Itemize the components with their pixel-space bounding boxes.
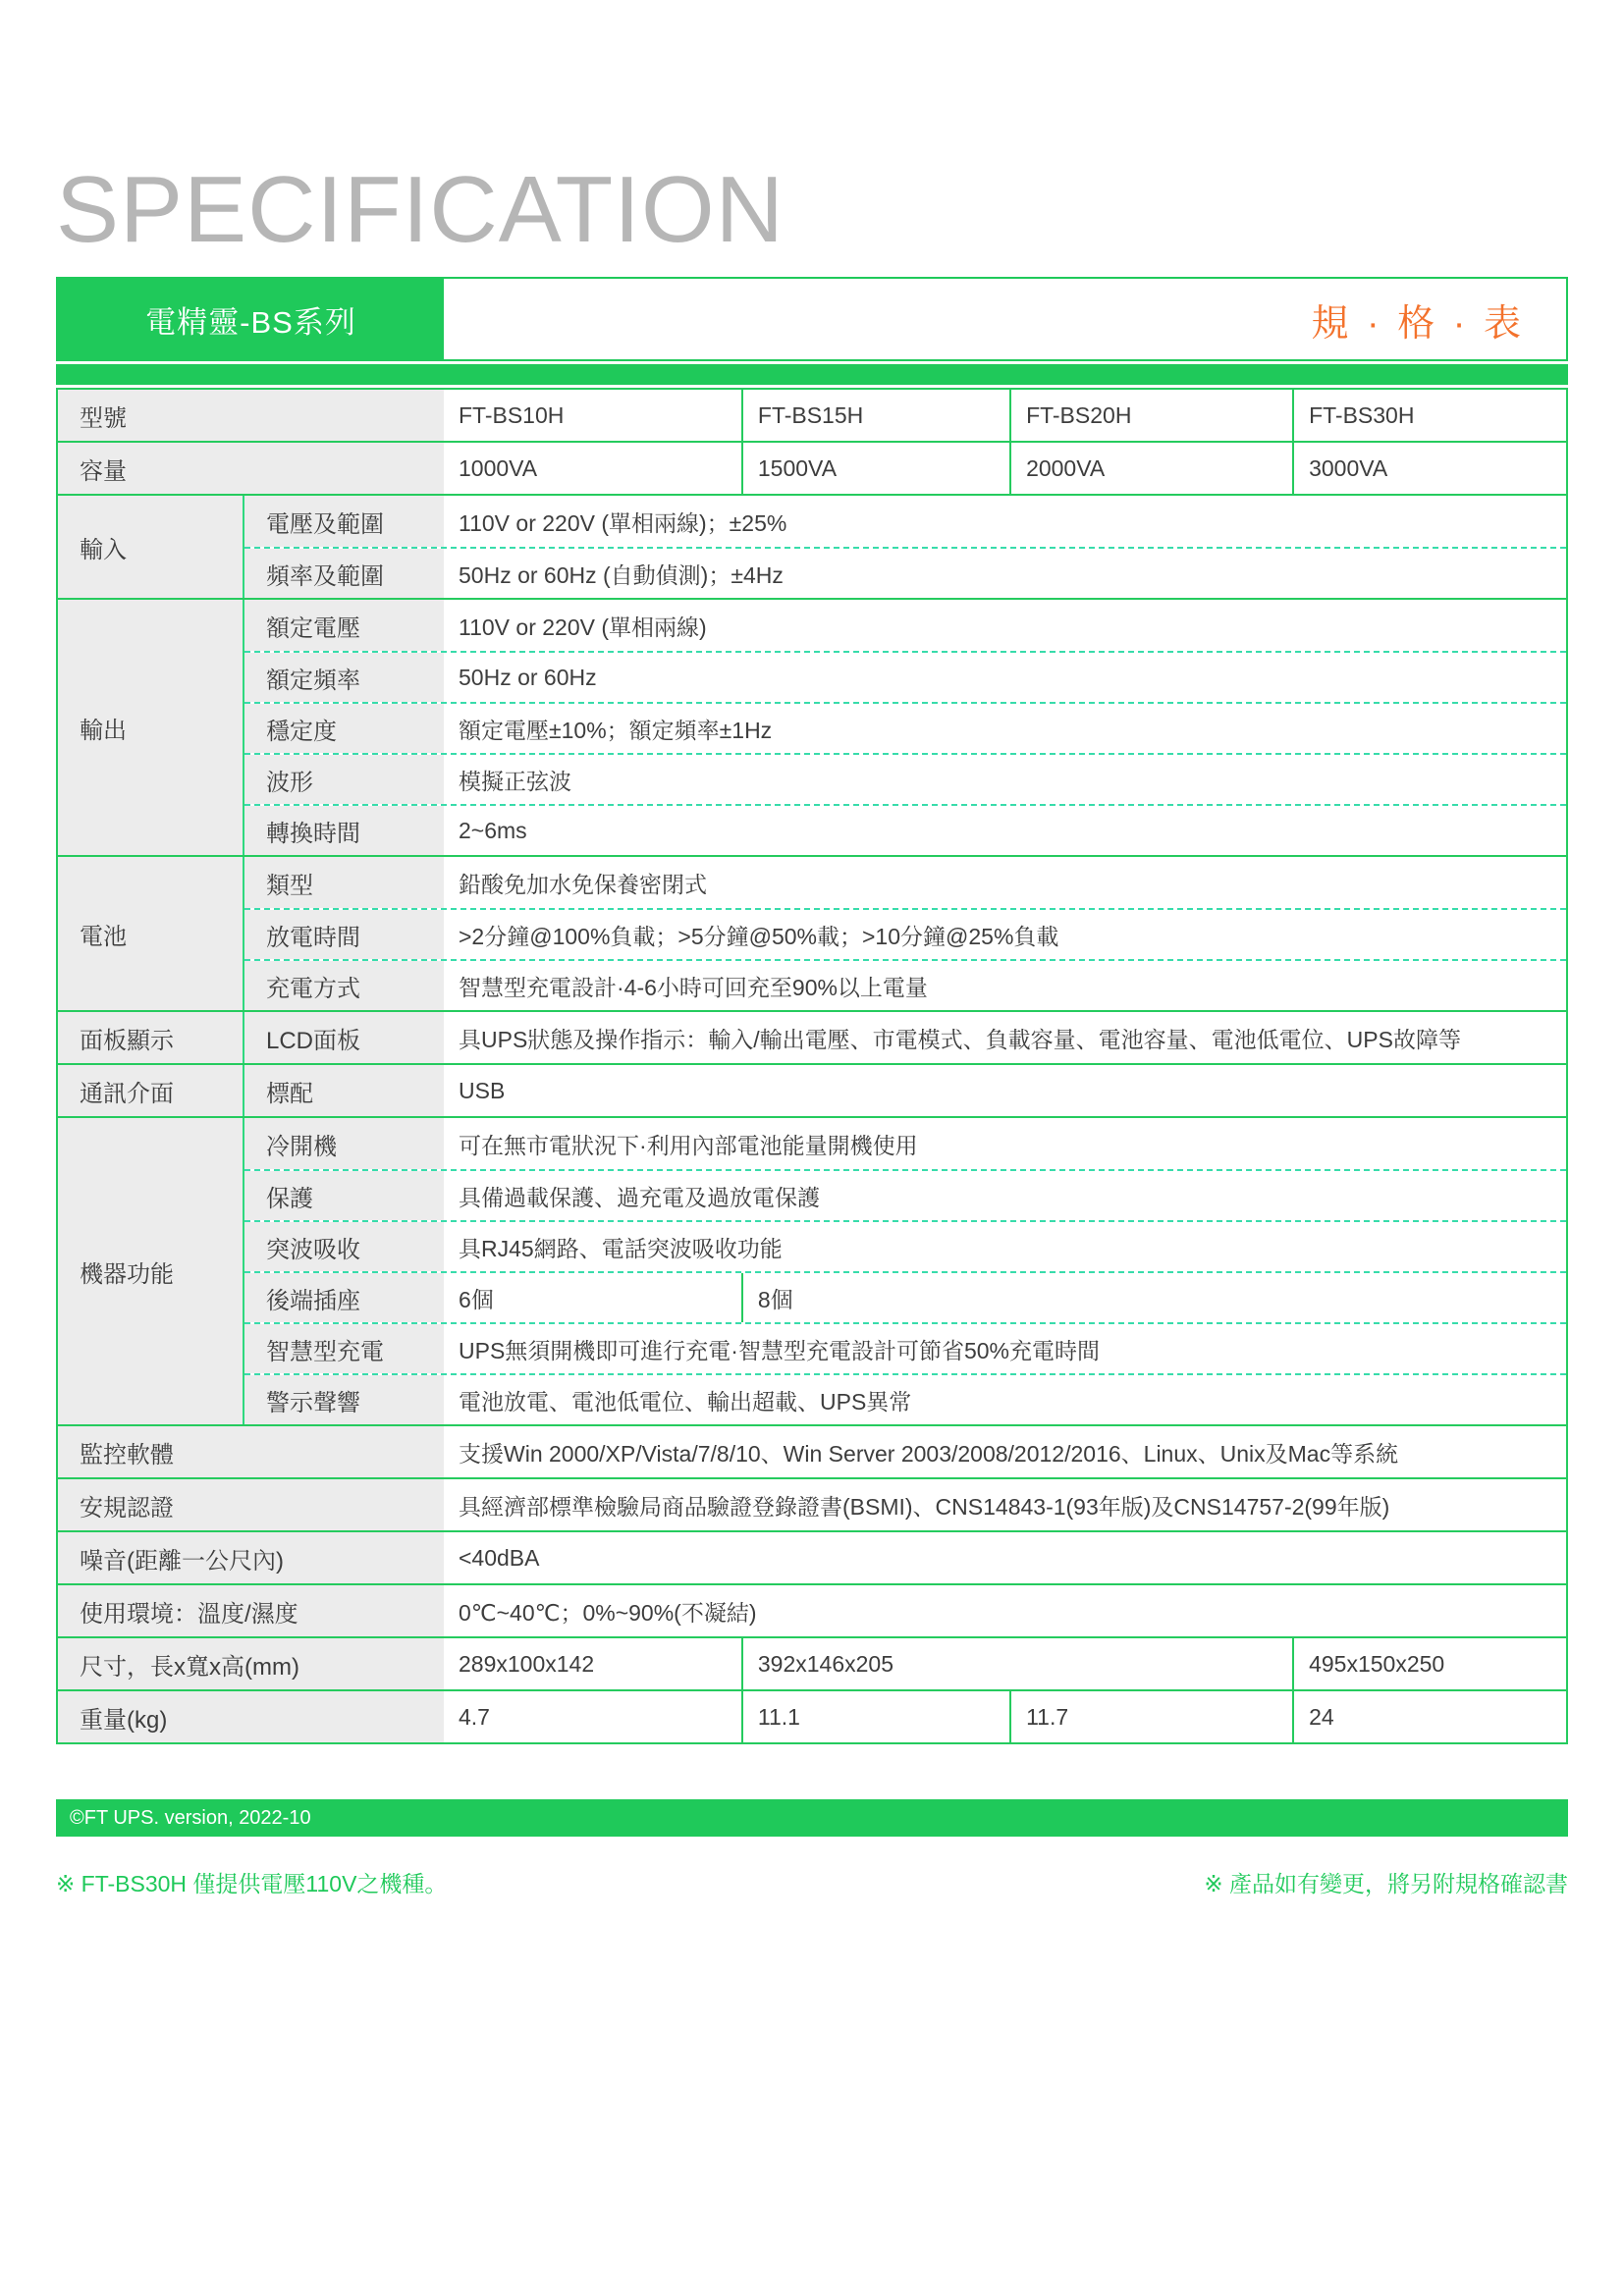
spec-value-cell: 具UPS狀態及操作指示：輸入/輸出電壓、市電模式、負載容量、電池容量、電池低電位、UPS故障等: [459, 1026, 1461, 1052]
spec-sub-row: [444, 1585, 1566, 1636]
spec-value-cell: 具RJ45網路、電話突波吸收功能: [459, 1235, 783, 1261]
value-cells: [444, 1324, 1566, 1373]
sub-row-label: LCD面板: [244, 1012, 444, 1063]
spec-section-row: [58, 1689, 1566, 1742]
spec-value-cell: FT-BS10H: [459, 401, 565, 428]
spec-section-row: [58, 1477, 1566, 1530]
spec-section-row: [58, 1010, 1566, 1063]
row-label: 型號: [58, 390, 444, 441]
sub-row-label: 轉換時間: [244, 806, 444, 855]
row-label: 監控軟體: [58, 1426, 444, 1477]
value-cells: [444, 653, 1566, 702]
spec-value-cell: 2~6ms: [459, 817, 527, 843]
spec-sub-row: [444, 1638, 1566, 1689]
value-cells: [444, 390, 1566, 441]
spec-section-row: [58, 1116, 1566, 1424]
sub-row-label: 冷開機: [244, 1118, 444, 1169]
spec-value-cell: 3000VA: [1292, 443, 1566, 494]
value-cells: [444, 1065, 1566, 1116]
spec-value-cell: 8個: [741, 1273, 1566, 1322]
spec-value-cell: 11.7: [1009, 1691, 1292, 1742]
sub-row-label: 保護: [244, 1171, 444, 1220]
spec-value-cell: 392x146x205: [741, 1638, 1292, 1689]
section-body: [244, 1012, 1566, 1063]
value-cells: [444, 1532, 1566, 1583]
spec-value-cell: 11.1: [741, 1691, 1009, 1742]
spec-value-cell: 50Hz or 60Hz (自動偵測)；±4Hz: [459, 561, 784, 588]
row-label: 使用環境：溫度/濕度: [58, 1585, 444, 1636]
row-label: 電池: [58, 857, 244, 1010]
header-divider-bar: [56, 364, 1568, 385]
spec-sub-row: [444, 443, 1566, 494]
value-cells: [444, 1118, 1566, 1169]
value-cells: [444, 755, 1566, 804]
spec-section-row: [58, 1583, 1566, 1636]
spec-value-cell: 1500VA: [741, 443, 1009, 494]
value-cells: [444, 704, 1566, 753]
section-body: [244, 1118, 1566, 1424]
value-cells: [444, 1426, 1566, 1477]
spec-sub-row: [244, 959, 1566, 1010]
spec-value-cell: 具經濟部標準檢驗局商品驗證登錄證書(BSMI)、CNS14843-1(93年版)及CNS14757-2(99年版): [459, 1493, 1390, 1520]
value-cells: [444, 549, 1566, 598]
sub-row-label: 標配: [244, 1065, 444, 1116]
row-label: 輸出: [58, 600, 244, 855]
spec-section-row: [58, 494, 1566, 598]
spec-value-cell: 6個: [459, 1286, 494, 1312]
spec-section-row: [58, 1636, 1566, 1689]
spec-sub-row: [444, 390, 1566, 441]
spec-value-cell: >2分鐘@100%負載；>5分鐘@50%載；>10分鐘@25%負載: [459, 923, 1059, 949]
row-label: 重量(kg): [58, 1691, 444, 1742]
spec-sub-row: [444, 1426, 1566, 1477]
section-body: [444, 1638, 1566, 1689]
sub-row-label: 電壓及範圍: [244, 496, 444, 547]
spec-section-row: [58, 1424, 1566, 1477]
version-text: ©FT UPS. version, 2022-10: [70, 1806, 311, 1829]
spec-value-cell: 24: [1292, 1691, 1566, 1742]
spec-value-cell: 1000VA: [459, 454, 538, 481]
section-body: [444, 390, 1566, 441]
spec-sub-row: [244, 547, 1566, 598]
section-body: [444, 443, 1566, 494]
spec-section-row: [58, 1063, 1566, 1116]
spec-value-cell: 0℃~40℃；0%~90%(不凝結): [459, 1599, 757, 1626]
page-title: SPECIFICATION: [56, 157, 785, 262]
row-label: 尺寸，長x寬x高(mm): [58, 1638, 444, 1689]
version-bar: [56, 1799, 1568, 1837]
value-cells: [444, 1171, 1566, 1220]
value-cells: [444, 443, 1566, 494]
spec-sub-row: [444, 1532, 1566, 1583]
value-cells: [444, 496, 1566, 547]
spec-value-cell: 495x150x250: [1292, 1638, 1566, 1689]
sub-row-label: 類型: [244, 857, 444, 908]
spec-value-cell: 智慧型充電設計·4-6小時可回充至90%以上電量: [459, 974, 928, 1000]
spec-sub-row: [244, 1065, 1566, 1116]
sub-row-label: 波形: [244, 755, 444, 804]
section-body: [244, 496, 1566, 598]
row-label: 面板顯示: [58, 1012, 244, 1063]
spec-value-cell: 額定電壓±10%；額定頻率±1Hz: [459, 717, 773, 743]
footnote-left: ※ FT-BS30H 僅提供電壓110V之機種。: [56, 1871, 448, 1897]
row-label: 安規認證: [58, 1479, 444, 1530]
footnote-right: ※ 產品如有變更，將另附規格確認書: [1204, 1871, 1568, 1897]
sub-row-label: 後端插座: [244, 1273, 444, 1322]
footnotes: [56, 1866, 1568, 1898]
spec-value-cell: 4.7: [459, 1703, 490, 1730]
spec-sub-row: [244, 702, 1566, 753]
spec-sub-row: [244, 496, 1566, 547]
sub-row-label: 突波吸收: [244, 1222, 444, 1271]
value-cells: [444, 1222, 1566, 1271]
spec-table: [56, 388, 1568, 1744]
spec-value-cell: 289x100x142: [459, 1650, 595, 1677]
spec-section-row: [58, 441, 1566, 494]
spec-value-cell: FT-BS30H: [1292, 390, 1566, 441]
sub-row-label: 穩定度: [244, 704, 444, 753]
value-cells: [444, 1479, 1566, 1530]
section-body: [244, 600, 1566, 855]
spec-value-cell: FT-BS15H: [741, 390, 1009, 441]
spec-sub-row: [244, 600, 1566, 651]
spec-section-row: [58, 855, 1566, 1010]
value-cells: [444, 1273, 1566, 1322]
section-body: [444, 1532, 1566, 1583]
section-body: [444, 1479, 1566, 1530]
spec-value-cell: 2000VA: [1009, 443, 1292, 494]
row-label: 通訊介面: [58, 1065, 244, 1116]
spec-sub-row: [244, 908, 1566, 959]
value-cells: [444, 1638, 1566, 1689]
spec-value-cell: <40dBA: [459, 1544, 540, 1571]
sub-row-label: 放電時間: [244, 910, 444, 959]
sub-row-label: 額定電壓: [244, 600, 444, 651]
spec-value-cell: 110V or 220V (單相兩線)；±25%: [459, 509, 787, 536]
spec-value-cell: 50Hz or 60Hz: [459, 664, 597, 690]
spec-value-cell: 具備過載保護、過充電及過放電保護: [459, 1184, 820, 1210]
spec-value-cell: 鉛酸免加水免保養密閉式: [459, 871, 707, 897]
spec-value-cell: 110V or 220V (單相兩線): [459, 614, 707, 640]
row-label: 機器功能: [58, 1118, 244, 1424]
spec-sub-row: [244, 753, 1566, 804]
sub-row-label: 額定頻率: [244, 653, 444, 702]
section-body: [244, 857, 1566, 1010]
section-body: [244, 1065, 1566, 1116]
spec-sub-row: [444, 1479, 1566, 1530]
value-cells: [444, 1691, 1566, 1742]
spec-value-cell: UPS無須開機即可進行充電·智慧型充電設計可節省50%充電時間: [459, 1337, 1100, 1363]
spec-sub-row: [244, 1012, 1566, 1063]
spec-sub-row: [244, 1322, 1566, 1373]
value-cells: [444, 1012, 1566, 1063]
spec-section-row: [58, 1530, 1566, 1583]
value-cells: [444, 961, 1566, 1010]
sub-row-label: 警示聲響: [244, 1375, 444, 1424]
series-header-band: [56, 277, 1568, 361]
spec-sub-row: [244, 857, 1566, 908]
series-name-label: 電精靈-BS系列: [58, 279, 444, 359]
spec-sub-row: [244, 1118, 1566, 1169]
section-body: [444, 1585, 1566, 1636]
value-cells: [444, 1375, 1566, 1424]
spec-value-cell: 可在無市電狀況下·利用內部電池能量開機使用: [459, 1132, 918, 1158]
spec-value-cell: FT-BS20H: [1009, 390, 1292, 441]
spec-value-cell: 支援Win 2000/XP/Vista/7/8/10、Win Server 2003/2008/2012/2016、Linux、Unix及Mac等系統: [459, 1440, 1399, 1467]
spec-value-cell: USB: [459, 1077, 506, 1103]
row-label: 噪音(距離一公尺內): [58, 1532, 444, 1583]
section-body: [444, 1691, 1566, 1742]
spec-sub-row: [244, 1169, 1566, 1220]
spec-section-row: [58, 598, 1566, 855]
spec-sub-row: [444, 1691, 1566, 1742]
spec-sub-row: [244, 1373, 1566, 1424]
spec-table-title: 規 · 格 · 表: [1311, 302, 1525, 345]
sub-row-label: 頻率及範圍: [244, 549, 444, 598]
spec-sub-row: [244, 804, 1566, 855]
spec-section-row: [58, 390, 1566, 441]
value-cells: [444, 806, 1566, 855]
spec-value-cell: 模擬正弦波: [459, 768, 571, 794]
row-label: 容量: [58, 443, 444, 494]
spec-sub-row: [244, 1220, 1566, 1271]
row-label: 輸入: [58, 496, 244, 598]
sub-row-label: 智慧型充電: [244, 1324, 444, 1373]
value-cells: [444, 1585, 1566, 1636]
spec-sub-row: [244, 1271, 1566, 1322]
sub-row-label: 充電方式: [244, 961, 444, 1010]
section-body: [444, 1426, 1566, 1477]
spec-value-cell: 電池放電、電池低電位、輸出超載、UPS異常: [459, 1388, 912, 1415]
value-cells: [444, 910, 1566, 959]
spec-sub-row: [244, 651, 1566, 702]
value-cells: [444, 600, 1566, 651]
value-cells: [444, 857, 1566, 908]
